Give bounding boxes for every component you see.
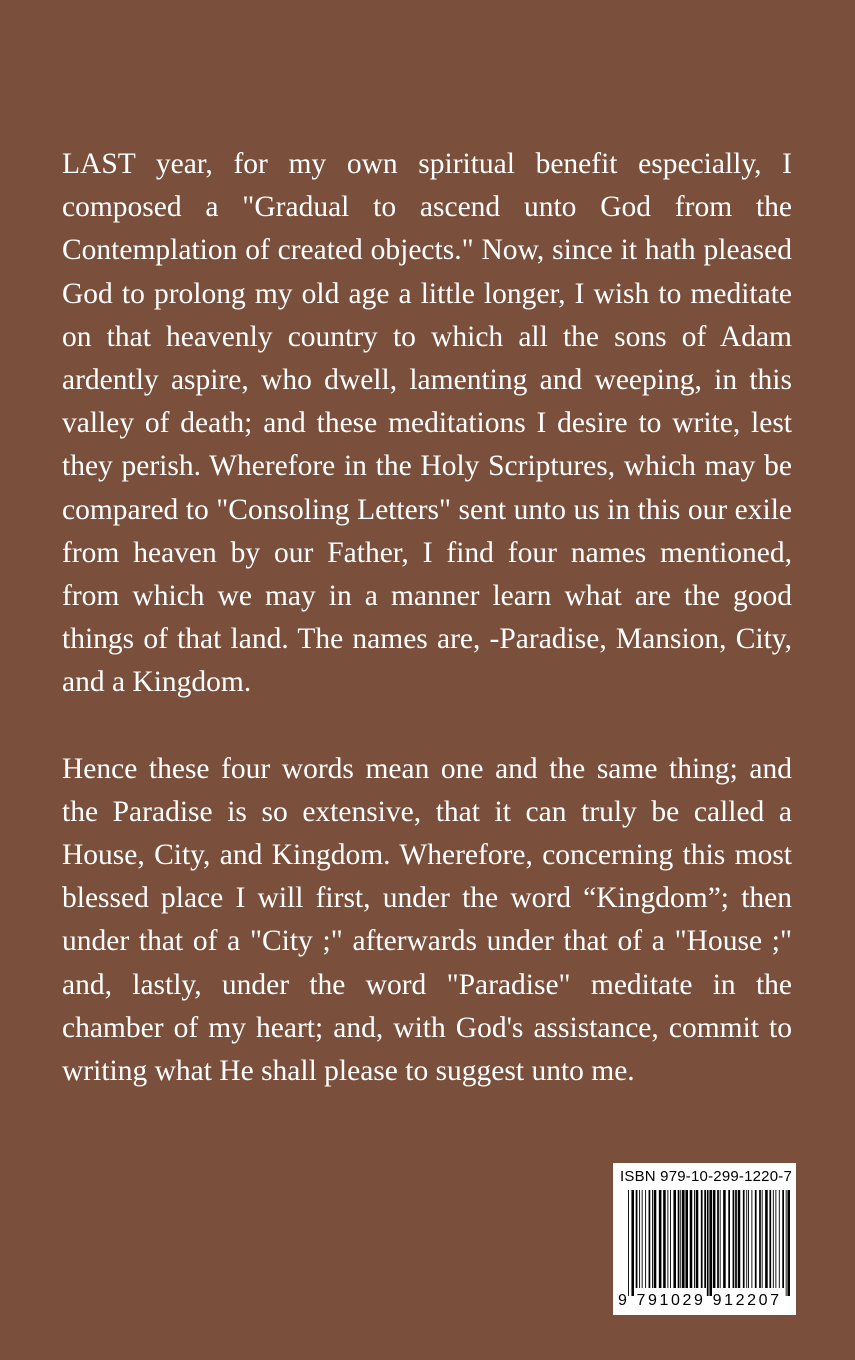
barcode-bar — [735, 1190, 737, 1288]
barcode-bar — [659, 1190, 662, 1288]
barcode-bar — [707, 1190, 709, 1296]
barcode-bar — [738, 1190, 741, 1288]
barcode-bar — [690, 1190, 693, 1288]
isbn-label: ISBN 979-10-299-1220-7 — [620, 1168, 793, 1185]
barcode-bar — [696, 1190, 699, 1288]
barcode-bar — [773, 1190, 774, 1288]
barcode-bar — [751, 1190, 752, 1288]
barcode-bar — [765, 1190, 768, 1288]
barcode-bar — [728, 1190, 730, 1288]
barcode-bar — [769, 1190, 771, 1288]
barcode-bar — [645, 1190, 646, 1288]
barcode-bar — [670, 1190, 671, 1288]
barcode-bar — [762, 1190, 763, 1288]
barcode-bar — [682, 1190, 685, 1288]
barcode-bar — [628, 1190, 629, 1296]
barcode-bar — [654, 1190, 657, 1288]
barcode-bar — [779, 1190, 780, 1288]
barcode-bar — [694, 1190, 695, 1288]
barcode-bar — [678, 1190, 680, 1288]
barcode-bar — [786, 1190, 787, 1296]
barcode-bar — [733, 1190, 735, 1288]
barcode-bar — [743, 1190, 745, 1288]
barcode-bar — [631, 1190, 634, 1296]
barcode-bar — [709, 1190, 712, 1296]
barcode-bar — [787, 1190, 790, 1296]
barcode-bar — [782, 1190, 784, 1288]
barcode-bar — [748, 1190, 749, 1288]
blurb-text — [62, 143, 792, 1093]
barcode-bar — [775, 1190, 776, 1288]
barcode-bar — [649, 1190, 651, 1288]
barcode-bar — [680, 1190, 681, 1288]
ean-digits: 9 791029 912207 — [618, 1292, 782, 1309]
barcode-bar — [685, 1190, 688, 1288]
isbn-barcode — [613, 1163, 796, 1315]
barcode-bar — [663, 1190, 666, 1288]
barcode-bar — [667, 1190, 668, 1288]
barcode-bar — [673, 1190, 676, 1288]
barcode-bar — [720, 1190, 721, 1288]
barcode-bar — [642, 1190, 643, 1288]
blurb-paragraph-2: Hence these four words mean one and the same thing; and the Paradise is so extensive, that it can truly be called a House, City, and Kingdom. Wherefore, concerning this most blessed place I will first, under the word “Kingdom”; then under that of a "City ;" afterwards under that of a "House ;" and, lastly, under the word "Paradise" meditate in the chamber of my heart; and, with God's assistance, commit to writing what He shall please to suggest unto me. — [62, 752, 792, 1088]
barcode-bar — [755, 1190, 757, 1288]
barcode-bar — [759, 1190, 761, 1288]
barcode-bar — [713, 1190, 716, 1288]
barcode-bar — [652, 1190, 653, 1288]
barcode-bar — [704, 1190, 706, 1288]
barcode-bar — [701, 1190, 703, 1288]
blurb-paragraph-1: LAST year, for my own spiritual benefit especially, I composed a "Gradual to ascend unto God from the Contemplation of created objects." Now, since it hath pleased God to prolong my old age a little longer, I wish to meditate on that heavenly country to which all the sons of Adam ardently aspire, who dwell, lamenting and weeping, in this valley of death; and these meditations I desire to write, lest they perish. Wherefore in the Holy Scriptures, which may be compared to "Consoling Letters" sent unto us in this our exile from heaven by our Father, I find four names mentioned, from which we may in a manner learn what are the good things of that land. The names are, -Paradise, Mansion, City, and a Kingdom. — [62, 148, 792, 699]
barcode-bar — [717, 1190, 719, 1288]
barcode-bar — [723, 1190, 726, 1288]
barcode-bar — [746, 1190, 747, 1288]
barcode-bar — [636, 1190, 638, 1288]
barcode-bar — [639, 1190, 640, 1288]
